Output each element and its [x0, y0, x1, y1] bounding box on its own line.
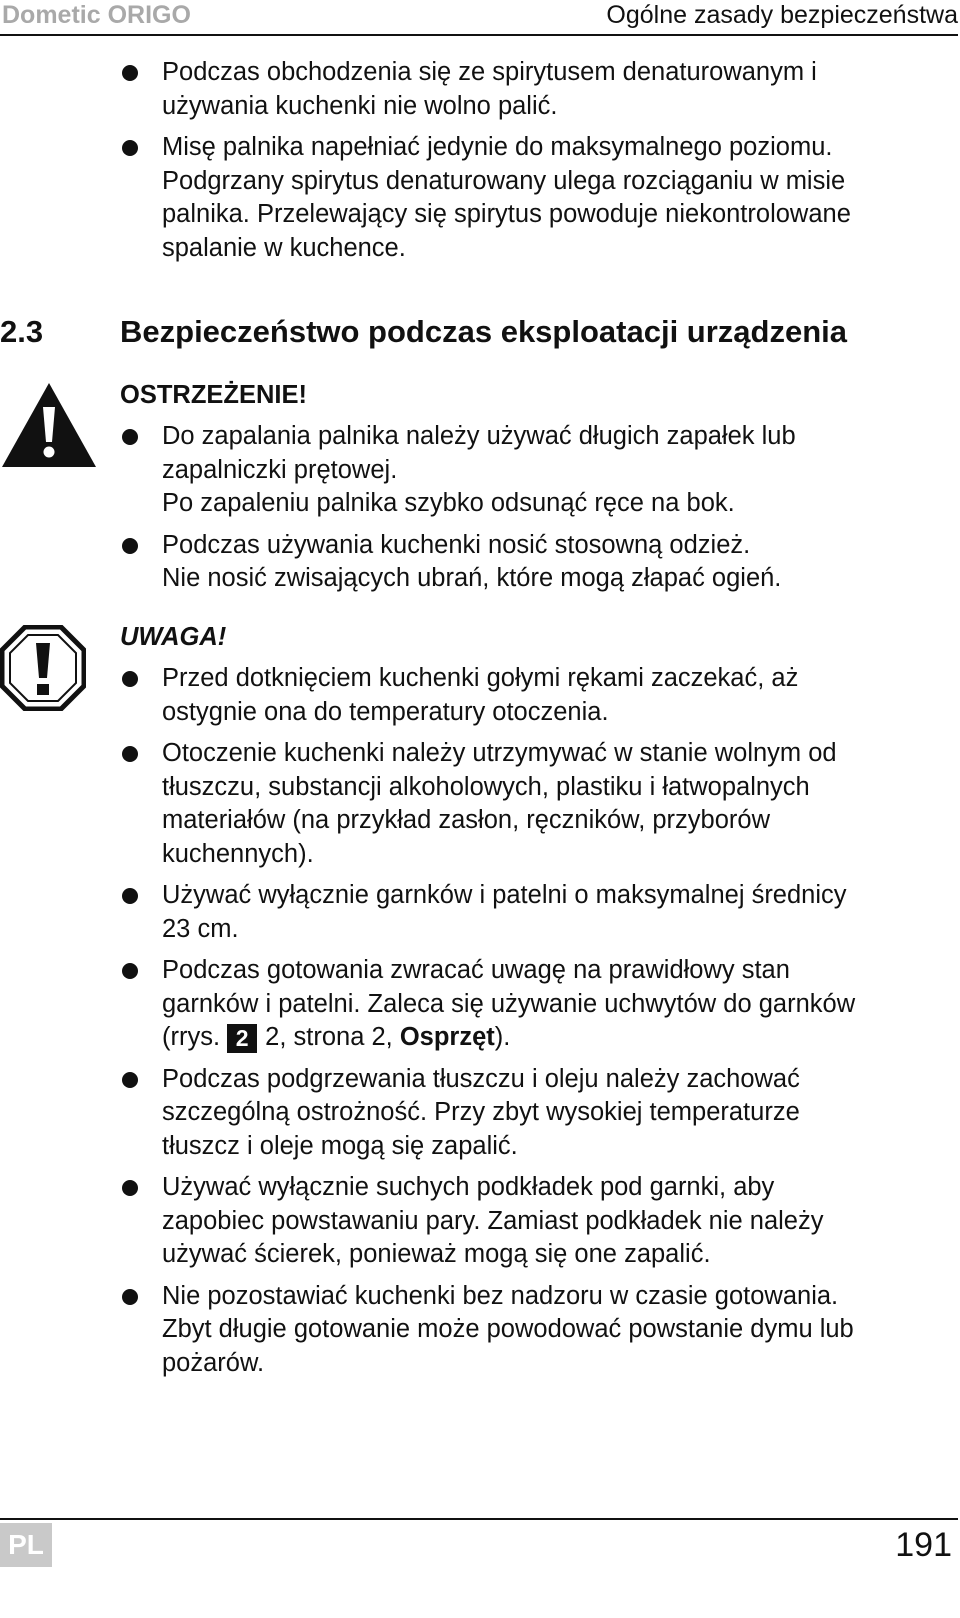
section-title: Bezpieczeństwo podczas eksploatacji urządzenia — [120, 314, 848, 349]
intro-item-smoking — [120, 56, 950, 123]
intro-item-fill-level — [120, 131, 950, 265]
line-text: Do zapalania palnika należy używać długich zapałek lub — [162, 422, 796, 450]
line-text: Podczas używania kuchenki nosić stosowną odzież. — [162, 530, 751, 559]
warning-label: OSTRZEŻENIE! — [120, 381, 308, 409]
chapter-title: Ogólne zasady bezpieczeństwa — [606, 1, 958, 29]
page-header — [0, 0, 958, 36]
section-heading — [0, 312, 950, 352]
line-text: Misę palnika napełniać jedynie do maksymalnego poziomu. — [162, 133, 833, 161]
line-text: pożarów. — [162, 1348, 265, 1377]
line-text: Używać wyłącznie suchych podkładek pod garnki, aby — [162, 1173, 775, 1201]
line-text: szczególną ostrożność. Przy zbyt wysokiej temperaturze — [162, 1098, 800, 1126]
note-list — [120, 662, 950, 1388]
line-text: kuchennych). — [162, 839, 314, 868]
intro-safety-list — [120, 56, 950, 273]
line-text: Przed dotknięciem kuchenki gołymi rękami zaczekać, aż — [162, 664, 799, 692]
caution-octagon-icon — [0, 625, 86, 711]
line-text: Używać wyłącznie garnków i patelni o maksymalnej średnicy — [162, 881, 847, 909]
note-item-dry-pads — [120, 1171, 950, 1272]
line-text: materiałów (na przykład zasłon, ręczników, przyborów — [162, 806, 770, 834]
line-text: używania kuchenki nie wolno palić. — [162, 91, 558, 120]
reference-prefix: (rrys. — [162, 1023, 221, 1051]
note-item-pot-condition — [120, 954, 950, 1055]
language-badge: PL — [0, 1523, 52, 1567]
brand-name: Dometic ORIGO — [2, 1, 191, 29]
line-text: spalanie w kuchence. — [162, 233, 406, 262]
line-text: Otoczenie kuchenki należy utrzymywać w stanie wolnym od — [162, 739, 837, 767]
note-item-supervision — [120, 1280, 950, 1381]
line-text: tłuszczu, substancji alkoholowych, plastiku i łatwopalnych — [162, 772, 810, 801]
note-item-pot-size — [120, 879, 950, 946]
section-number: 2.3 — [0, 314, 44, 349]
footer-divider — [0, 1518, 958, 1520]
line-text: tłuszcz i oleje mogą się zapalić. — [162, 1131, 518, 1160]
warning-triangle-icon — [0, 380, 98, 470]
line-text: Nie pozostawiać kuchenki bez nadzoru w czasie gotowania. — [162, 1281, 839, 1310]
line-text: Podczas gotowania zwracać uwagę na prawidłowy stan — [162, 956, 790, 984]
line-text: używać ścierek, ponieważ mogą się one zapalić. — [162, 1240, 711, 1268]
line-text: garnków i patelni. Zaleca się używanie uchwytów do garnków — [162, 989, 856, 1018]
line-text: ostygnie ona do temperatury otoczenia. — [162, 697, 609, 726]
reference-middle: 2, strona 2, — [265, 1023, 393, 1051]
line-text: Podgrzany spirytus denaturowany ulega rozciąganiu w misie — [162, 166, 846, 195]
line-text: 23 cm. — [162, 914, 239, 943]
line-text: zapobiec powstawaniu pary. Zamiast podkładek nie należy — [162, 1206, 824, 1235]
note-label: UWAGA! — [120, 623, 227, 651]
line-text: Zbyt długie gotowanie może powodować powstanie dymu lub — [162, 1315, 854, 1343]
page-number: 191 — [895, 1526, 952, 1564]
warning-list — [120, 420, 950, 604]
note-item-cooling — [120, 662, 950, 729]
accessory-reference: Osprzęt — [399, 1023, 495, 1051]
note-item-fat-heating — [120, 1063, 950, 1164]
line-text: Nie nosić zwisających ubrań, które mogą złapać ogień. — [162, 564, 782, 592]
warning-item-ignition — [120, 420, 950, 521]
line-text: Podczas obchodzenia się ze spirytusem denaturowanym i — [162, 58, 817, 86]
note-item-surroundings — [120, 737, 950, 871]
warning-item-clothing — [120, 529, 950, 596]
figure-number-badge: 2 — [227, 1024, 257, 1053]
line-text: Po zapaleniu palnika szybko odsunąć ręce na bok. — [162, 489, 735, 517]
line-text: palnika. Przelewający się spirytus powoduje niekontrolowane — [162, 200, 851, 228]
reference-suffix: ). — [494, 1023, 511, 1051]
line-text: Podczas podgrzewania tłuszczu i oleju należy zachować — [162, 1064, 800, 1093]
line-text: zapalniczki prętowej. — [162, 455, 398, 484]
